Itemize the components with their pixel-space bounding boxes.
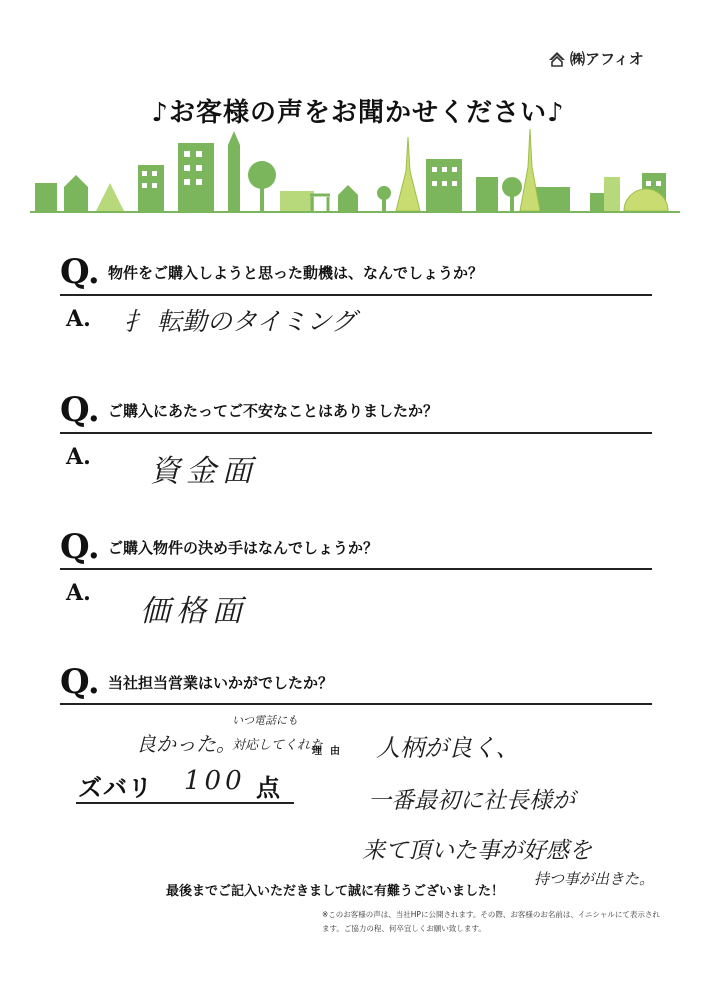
review-reason-line: 一番最初に社長様が — [368, 788, 575, 814]
answer-marker: A. — [66, 580, 91, 606]
question-marker: Q. — [60, 390, 100, 430]
page-title: ♪お客様の声をお聞かせください♪ — [151, 98, 565, 128]
divider — [60, 294, 652, 296]
privacy-note-line: ※このお客様の声は、当社HPに公開されます。その際、お客様のお名前は、イニシャルにて表示され — [322, 910, 660, 919]
review-reason-line: 人柄が良く、 — [376, 734, 520, 762]
company-logo — [548, 48, 644, 69]
score-underline — [76, 802, 294, 804]
divider — [60, 703, 652, 705]
house-logo-icon — [548, 51, 566, 67]
answer-marker: A. — [66, 306, 91, 332]
answer-handwritten: 資金面 — [150, 454, 258, 489]
question-text: ご購入にあたってご不安なことはありましたか？ — [108, 402, 439, 420]
score-value: 100 — [184, 766, 246, 796]
question-marker: Q. — [60, 252, 100, 292]
review-reason-line: 持つ事が出きた。 — [534, 870, 655, 888]
review-comment-note: 対応してくれた — [232, 738, 324, 753]
question-text: ご購入物件の決め手はなんでしょうか？ — [108, 539, 379, 557]
divider — [60, 432, 652, 434]
divider — [60, 568, 652, 570]
question-marker: Q. — [60, 527, 100, 567]
review-comment-note: いつ電話にも — [232, 714, 298, 727]
privacy-note-line: ます。ご協力の程、何卒宜しくお願い致します。 — [322, 924, 486, 933]
score-unit: 点 — [256, 774, 281, 802]
score-label: ズバリ — [78, 774, 153, 802]
closing-message: 最後までご記入いただきまして誠に有難うございました！ — [166, 884, 505, 899]
answer-handwritten: ⺘ 転勤のタイミング — [124, 307, 356, 336]
question-marker: Q. — [60, 662, 100, 702]
reason-label: 理由 — [312, 746, 348, 757]
question-text: 当社担当営業はいかがでしたか？ — [108, 674, 334, 692]
review-comment: 良かった。 — [136, 732, 236, 756]
review-reason-line: 来て頂いた事が好感を — [362, 838, 592, 864]
answer-marker: A. — [66, 444, 91, 470]
city-skyline-illustration — [30, 125, 680, 215]
privacy-note — [322, 908, 662, 936]
question-text: 物件をご購入しようと思った動機は、なんでしょうか？ — [108, 264, 484, 282]
answer-handwritten: 価格面 — [140, 594, 248, 629]
score-box — [76, 766, 294, 804]
company-name: ㈱アフィオ — [570, 50, 644, 68]
